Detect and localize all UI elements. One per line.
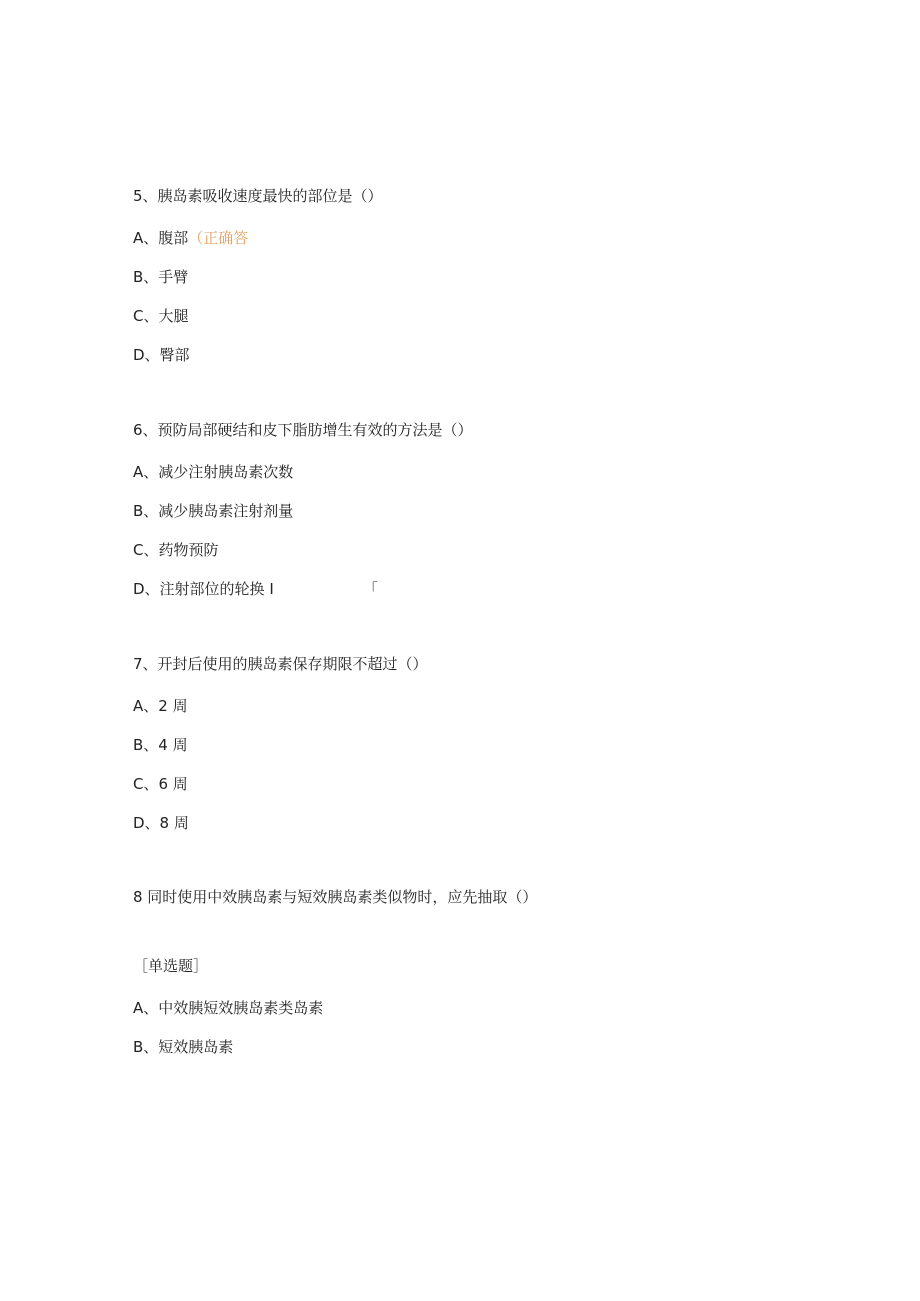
question-6-option-c: C、药物预防 bbox=[133, 541, 219, 559]
question-8-option-a: A、中效胰短效胰岛素类岛素 bbox=[133, 999, 324, 1017]
question-8-stem: 8 同时使用中效胰岛素与短效胰岛素类似物时，应先抽取（） bbox=[133, 888, 538, 906]
question-7-option-b: B、4 周 bbox=[133, 736, 188, 754]
question-5-stem: 5、胰岛素吸收速度最快的部位是（） bbox=[133, 187, 383, 205]
question-5-option-d: D、臀部 bbox=[133, 346, 190, 364]
question-type-tag: ［单选题］ bbox=[133, 957, 209, 975]
question-6-stem: 6、预防局部硬结和皮下脂肪增生有效的方法是（） bbox=[133, 421, 473, 439]
question-6-option-b: B、减少胰岛素注射剂量 bbox=[133, 502, 294, 520]
question-7-option-c: C、6 周 bbox=[133, 775, 188, 793]
question-8-option-b: B、短效胰岛素 bbox=[133, 1038, 234, 1056]
question-7-stem: 7、开封后使用的胰岛素保存期限不超过（） bbox=[133, 655, 428, 673]
question-5-option-a bbox=[133, 228, 248, 248]
question-7-option-d: D、8 周 bbox=[133, 814, 189, 832]
question-7-option-a: A、2 周 bbox=[133, 697, 188, 715]
question-5-option-b: B、手臂 bbox=[133, 268, 189, 286]
option-label: A、腹部 bbox=[133, 229, 189, 247]
stray-bracket-mark: 「 bbox=[363, 580, 379, 598]
question-6-option-d: D、注射部位的轮换 I bbox=[133, 580, 274, 598]
question-6-option-a: A、减少注射胰岛素次数 bbox=[133, 463, 294, 481]
question-5-option-c: C、大腿 bbox=[133, 307, 189, 325]
correct-answer-mark: （正确答 bbox=[188, 229, 249, 247]
